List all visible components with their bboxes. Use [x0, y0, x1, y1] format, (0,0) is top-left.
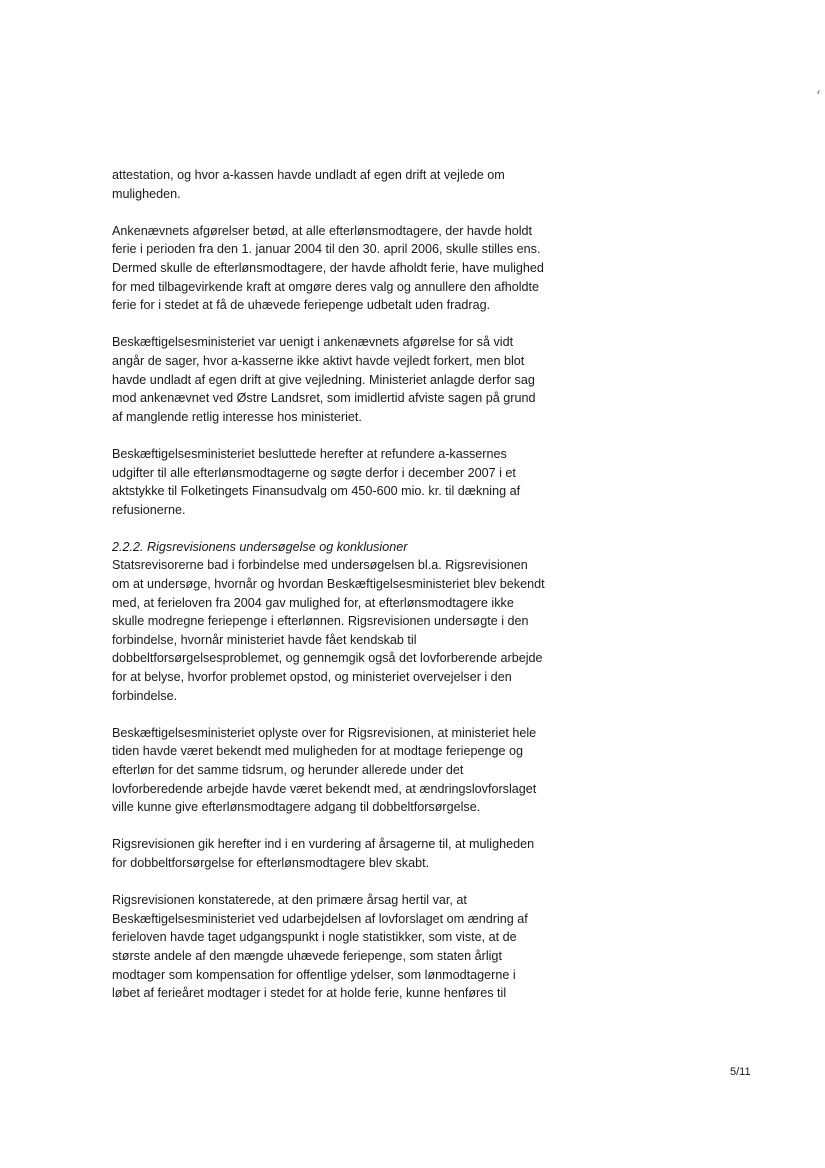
paragraph-ministeriet-oplyste: Beskæftigelsesministeriet oplyste over for Rigsrevisionen, at ministeriet hele tiden havde været bekendt med muligheden for at modtage feriepenge og efterløn for det samme tidsrum, og herunder allerede under det lovforberedende arbejde havde været bekendt med, at ændringslovforslaget ville kunne give efterlønsmodtagere adgang til dobbeltforsørgelse. — [112, 725, 537, 815]
scan-edge-mark — [817, 90, 820, 94]
paragraph-statsrevisorerne: Statsrevisorerne bad i forbindelse med undersøgelsen bl.a. Rigsrevisionen om at undersøge, hvornår og hvordan Beskæftigelsesministeriet blev bekendt med, at ferieloven fra 2004 gav mulighed for, at efterlønsmodtagere ikke skulle modregne feriepenge i efterlønnen. Rigsrevisionen undersøgte i den forbindelse, hvornår ministeriet havde fået kendskab til dobbeltforsørgelsesproblemet, og gennemgik også det lovforberende arbejde for at belyse, hvorfor problemet opstod, og ministeriet overvejelser i den forbindelse. — [112, 558, 545, 703]
paragraph-ankenaevnets-afgoerelser: Ankenævnets afgørelser betød, at alle efterlønsmodtagere, der havde holdt ferie i perioden fra den 1. januar 2004 til den 30. april 2006, skulle stilles ens. Dermed skulle de efterlønsmodtagere, der havde afholdt ferie, have mulighed for med tilbagevirkende kraft at omgøre deres valg og annullere den afholdte ferie for i stedet at få de uhævede feriepenge udbetalt uden fradrag. — [112, 223, 544, 313]
paragraph-refusion: Beskæftigelsesministeriet besluttede herefter at refundere a-kassernes udgifter til alle efterlønsmodtagerne og søgte derfor i december 2007 i et aktstykke til Folketingets Finansudvalg om 450-600 mio. kr. til dækning af refusionerne. — [112, 446, 521, 517]
paragraph-aarsager: Rigsrevisionen gik herefter ind i en vurdering af årsagerne til, at muligheden for dobbeltforsørgelse for efterlønsmodtagere blev skabt. — [112, 837, 535, 870]
paragraph-primaer-aarsag: Rigsrevisionen konstaterede, at den primære årsag hertil var, at Beskæftigelsesministeriet ved udarbejdelsen af lovforslaget om ændring af ferieloven havde taget udgangspunkt i nogle statistikker, som viste, at de største andele af den mængde uhævede feriepenge, som staten årligt modtager som kompensation for offentlige ydelser, som lønmodtagerne i løbet af ferieåret modtager i stedet for at holde ferie, kunne henføres til — [112, 893, 528, 1001]
document-body — [112, 166, 562, 1021]
section-heading: 2.2.2. Rigsrevisionens undersøgelse og konklusioner — [112, 539, 408, 554]
paragraph-attestation: attestation, og hvor a-kassen havde undladt af egen drift at vejlede om muligheden. — [112, 168, 505, 201]
paragraph-ministeriet-uenigt: Beskæftigelsesministeriet var uenigt i ankenævnets afgørelse for så vidt angår de sager, hvor a-kasserne ikke aktivt havde vejledt forkert, men blot havde undladt af egen drift at give vejledning. Ministeriet anlagde derfor sag mod ankenævnet ved Østre Landsret, som imidlertid afviste sagen på grund af manglende retlig interesse hos ministeriet. — [112, 335, 536, 424]
page-number: 5/11 — [730, 1066, 751, 1078]
